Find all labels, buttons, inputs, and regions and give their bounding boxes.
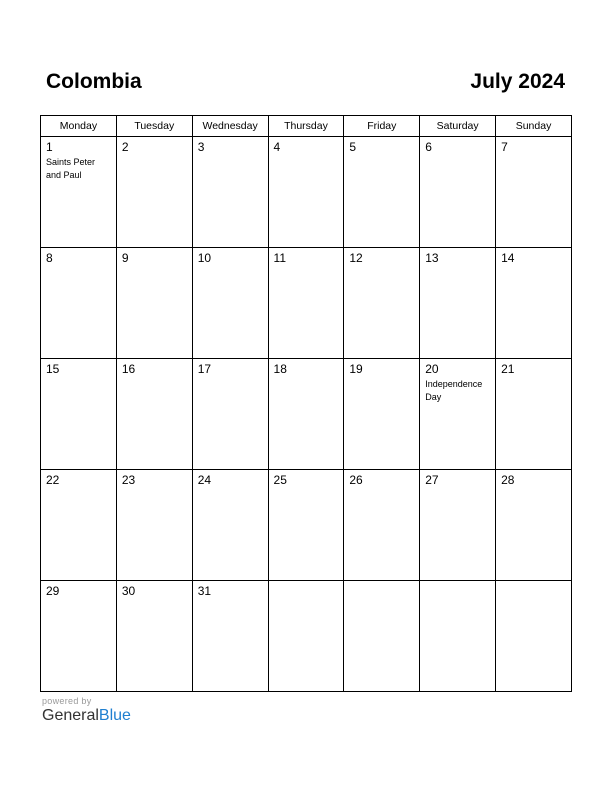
- day-cell: [192, 137, 268, 248]
- weekday-header-row: [41, 116, 572, 137]
- weekday-header: Tuesday: [116, 116, 192, 137]
- day-cell: [496, 359, 572, 470]
- empty-day-cell: [496, 581, 572, 692]
- day-cell: [496, 137, 572, 248]
- day-number: 3: [197, 140, 205, 154]
- day-cell: [41, 470, 117, 581]
- day-number: 30: [121, 584, 136, 598]
- weekday-header: Wednesday: [192, 116, 268, 137]
- weekday-header: Sunday: [496, 116, 572, 137]
- day-number: 11: [273, 251, 286, 265]
- day-number: 5: [349, 140, 357, 154]
- day-number: 13: [425, 251, 439, 265]
- day-cell: [192, 359, 268, 470]
- day-number: 19: [349, 362, 363, 376]
- day-cell: [268, 248, 344, 359]
- day-number: 24: [197, 473, 212, 487]
- day-number: 20: [425, 362, 439, 376]
- day-number: 8: [46, 251, 53, 265]
- day-cell: [41, 359, 117, 470]
- day-cell: [116, 581, 192, 692]
- week-row: [41, 470, 572, 581]
- day-number: 22: [46, 473, 60, 487]
- day-number: 15: [46, 362, 60, 376]
- calendar-country-title: Colombia: [46, 70, 142, 93]
- day-cell: [344, 470, 420, 581]
- day-cell: [41, 248, 117, 359]
- day-number: 14: [501, 251, 515, 265]
- day-cell: [41, 581, 117, 692]
- day-number: 23: [121, 473, 136, 487]
- day-cell: [268, 137, 344, 248]
- empty-day-cell: [420, 581, 496, 692]
- week-row: [41, 581, 572, 692]
- day-number: 31: [197, 584, 212, 598]
- day-cell: [420, 470, 496, 581]
- day-number: 25: [273, 473, 287, 487]
- day-number: 6: [425, 140, 432, 154]
- week-row: [41, 137, 572, 248]
- footer-branding: [42, 696, 131, 725]
- day-number: 16: [121, 362, 136, 376]
- day-cell: [344, 248, 420, 359]
- day-number: 12: [349, 251, 363, 265]
- generalblue-logo[interactable]: [42, 707, 131, 725]
- day-cell: [116, 137, 192, 248]
- day-cell: [268, 470, 344, 581]
- day-number: 10: [197, 251, 212, 265]
- day-number: 29: [46, 584, 60, 598]
- day-cell: [420, 137, 496, 248]
- day-cell: [496, 470, 572, 581]
- holiday-label: Saints Peter and Paul: [46, 157, 96, 180]
- day-number: 17: [197, 362, 212, 376]
- day-cell: [344, 359, 420, 470]
- day-cell: [116, 248, 192, 359]
- day-number: 27: [425, 473, 439, 487]
- day-cell: [268, 359, 344, 470]
- week-row: [41, 248, 572, 359]
- day-number: 28: [501, 473, 515, 487]
- day-cell: [192, 248, 268, 359]
- day-cell: [420, 248, 496, 359]
- day-cell: [116, 470, 192, 581]
- day-cell: [41, 137, 117, 248]
- calendar-grid: [40, 115, 572, 692]
- weekday-header: Friday: [344, 116, 420, 137]
- day-number: 18: [273, 362, 287, 376]
- day-number: 9: [121, 251, 129, 265]
- brand-name-part1: General: [42, 707, 99, 724]
- day-cell: [420, 359, 496, 470]
- calendar-month-title: July 2024: [470, 70, 565, 93]
- week-row: [41, 359, 572, 470]
- day-number: 1: [46, 140, 53, 154]
- empty-day-cell: [344, 581, 420, 692]
- weekday-header: Thursday: [268, 116, 344, 137]
- weekday-header: Monday: [41, 116, 117, 137]
- day-number: 4: [273, 140, 281, 154]
- day-number: 2: [121, 140, 129, 154]
- day-cell: [344, 137, 420, 248]
- day-cell: [192, 581, 268, 692]
- brand-name-part2: Blue: [98, 707, 131, 724]
- day-cell: [192, 470, 268, 581]
- day-number: 21: [501, 362, 515, 376]
- day-cell: [116, 359, 192, 470]
- day-cell: [496, 248, 572, 359]
- weekday-header: Saturday: [420, 116, 496, 137]
- powered-by-label: powered by: [42, 696, 92, 706]
- day-number: 26: [349, 473, 363, 487]
- empty-day-cell: [268, 581, 344, 692]
- holiday-label: Independence Day: [425, 379, 483, 402]
- day-number: 7: [501, 140, 508, 154]
